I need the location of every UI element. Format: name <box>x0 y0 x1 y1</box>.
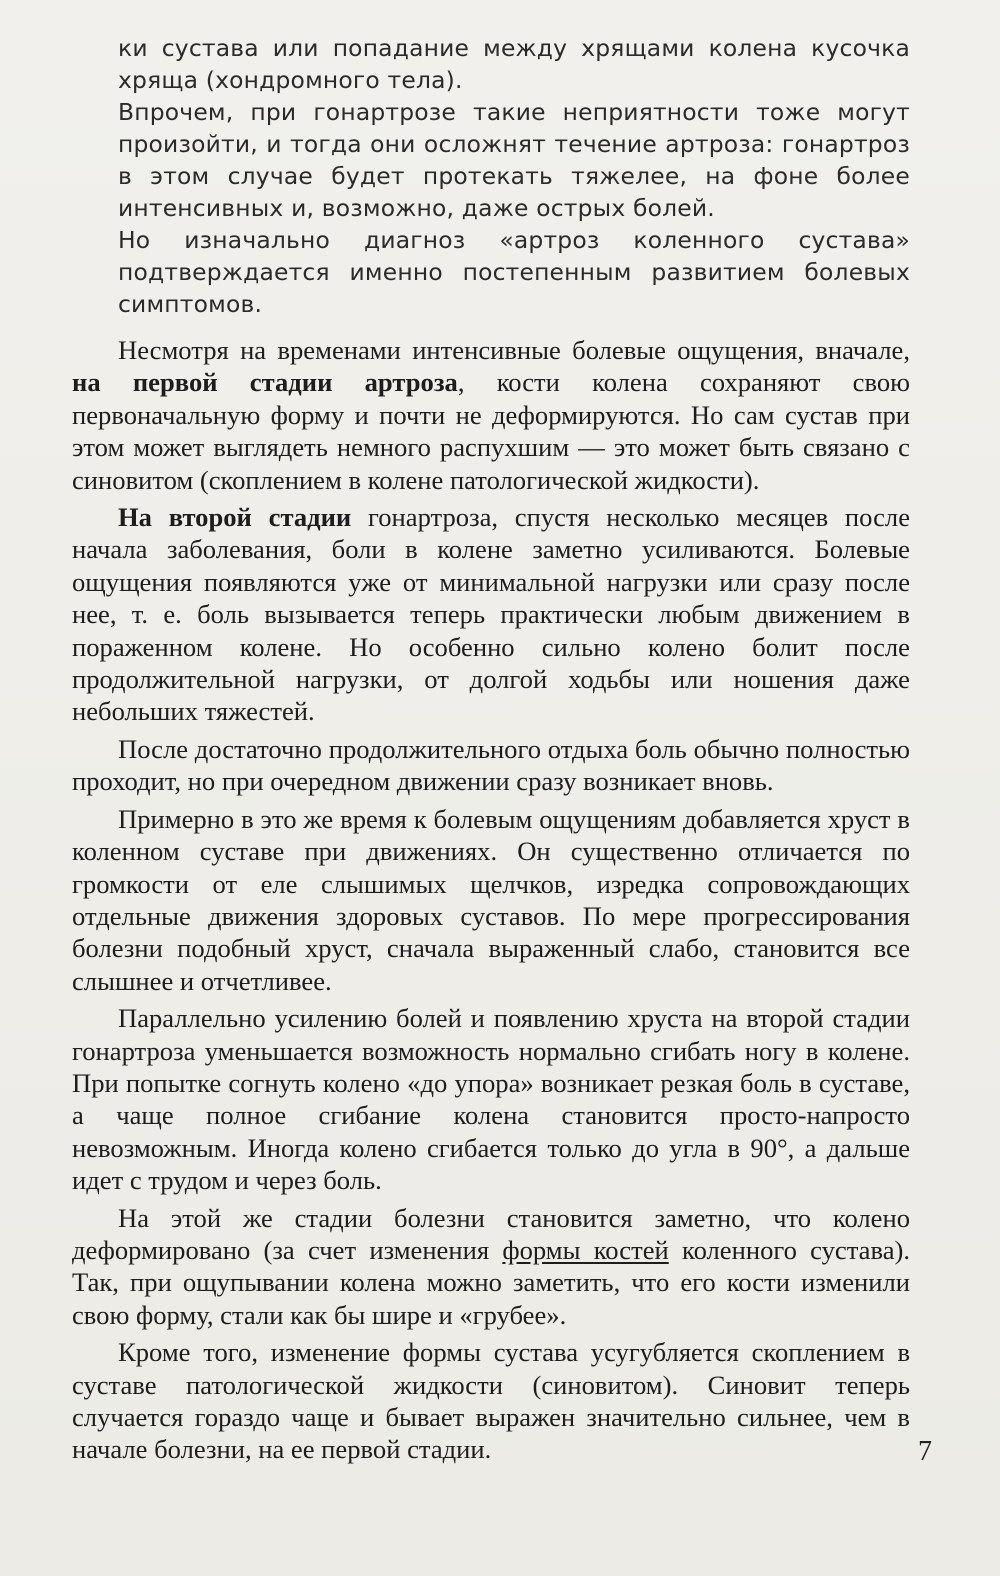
note-paragraph: Но изначально диагноз «артроз коленного сустава» подтверждается именно постепенным развитием болевых симптомов. <box>118 226 910 318</box>
paragraph-flexion: Параллельно усилению болей и появлению хруста на второй стадии гонартроза уменьшается возможность нормально сгибать ногу в колене. При попытке согнуть колено «до упора» возникает резкая боль в суставе, а чаще полное сгибание колена становится просто-напросто невозможным. Иногда колено сгибается только до угла в 90°, а дальше идет с трудом и через боль. <box>72 1003 910 1196</box>
main-text <box>72 334 910 1471</box>
text-span: коленного сустава). Так, при ощупывании колена можно заметить, что его кости изменили свою форму, стали как бы шире и «грубее». <box>72 1234 910 1330</box>
paragraph-rest: После достаточно продолжительного отдыха боль обычно полностью проходит, но при очередном движении сразу возникает вновь. <box>72 733 910 797</box>
underlined-term: формы костей <box>502 1234 669 1265</box>
text-span: гонартроза, спустя несколько месяцев после начала заболевания, боли в колене заметно усиливаются. Болевые ощущения появляются уже от минимальной нагрузки или сразу после нее, т. е. боль вызывается теперь практически любым движением в пораженном колене. Но особенно сильно колено болит после продолжительной нагрузки, от долгой ходьбы или ношения даже небольших тяжестей. <box>72 502 911 727</box>
note-paragraph: Впрочем, при гонартрозе такие неприятности тоже могут произойти, и тогда они осложнят течение артроза: гонартроз в этом случае будет протекать тяжелее, на фоне более интенсивных и, возможно, даже острых болей. <box>118 98 910 222</box>
note-paragraph: ки сустава или попадание между хрящами колена кусочка хряща (хондромного тела). <box>118 34 910 94</box>
text-span: На этой же стадии болезни становится заметно, что колено деформировано (за счет изменения <box>72 1202 910 1265</box>
paragraph-first-stage <box>72 334 910 496</box>
sidebar-note <box>118 32 910 320</box>
bold-term-second-stage: На второй стадии <box>118 502 352 533</box>
bold-term-first-stage: на первой стадии артроза <box>72 367 458 398</box>
paragraph-crunch: Примерно в это же время к болевым ощущениям добавляется хруст в коленном суставе при движениях. Он существенно отличается по громкости от еле слышимых щелчков, изредка сопровождающих отдельные движения здоровых суставов. По мере прогрессирования болезни подобный хруст, сначала выраженный слабо, становится все слышнее и отчетливее. <box>72 803 910 996</box>
text-span: , кости колена сохраняют свою первоначальную форму и почти не деформируются. Но сам сустав при этом может выглядеть немного распухшим — это может быть связано с синовитом (скоплением в колене патологической жидкости). <box>72 367 911 495</box>
paragraph-second-stage <box>72 501 910 728</box>
text-span: Несмотря на временами интенсивные болевые ощущения, вначале, <box>118 335 910 365</box>
page-number: 7 <box>918 1436 932 1467</box>
paragraph-deformation <box>72 1202 910 1332</box>
paragraph-synovitis: Кроме того, изменение формы сустава усугубляется скоплением в суставе патологической жидкости (синовитом). Синовит теперь случается гораздо чаще и бывает выражен значительно сильнее, чем в начале болезни, на ее первой стадии. <box>72 1337 910 1465</box>
